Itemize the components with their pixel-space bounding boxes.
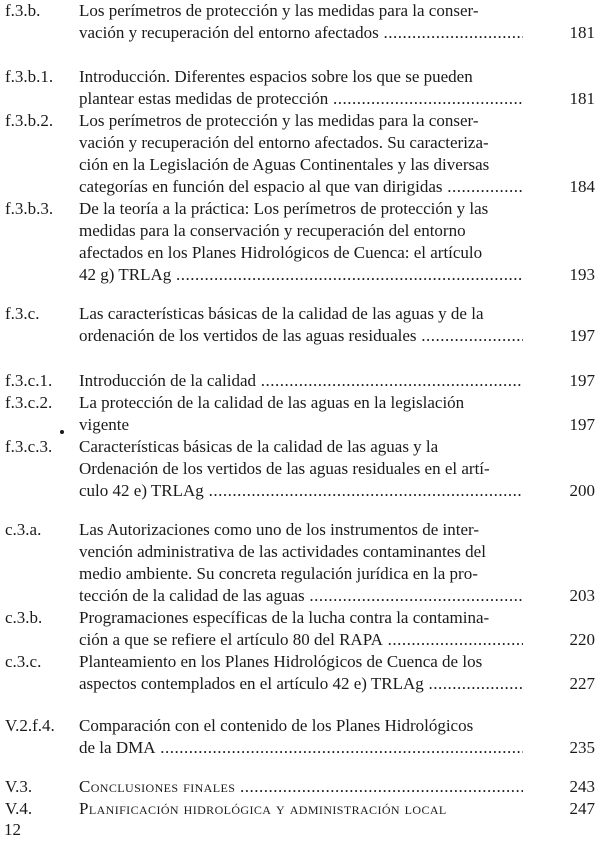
- toc-entry-title: [79, 370, 523, 392]
- toc-entry-page: 197: [569, 371, 595, 390]
- toc-entry-number: f.3.c.1.: [5, 371, 53, 390]
- toc-entry-number: V.4.: [5, 799, 33, 818]
- toc-entry-number: c.3.a.: [5, 520, 42, 539]
- stray-mark: [60, 430, 64, 434]
- toc-entry-page: 203: [569, 586, 595, 605]
- toc-entry-number: f.3.b.: [5, 1, 41, 20]
- toc-entry-line: Comparación con el contenido de los Planes Hidrológicos: [79, 716, 474, 735]
- toc-entry-title: [79, 66, 523, 110]
- toc-entry-page: 184: [569, 177, 595, 196]
- toc-entry-line: culo 42 e) TRLAg .....: [79, 480, 523, 502]
- toc-entry-title: [79, 110, 523, 198]
- toc-entry-title: [79, 519, 523, 607]
- page-number: 12: [4, 820, 21, 839]
- toc-entry-line: 42 g) TRLAg .....: [79, 264, 523, 286]
- toc-entry-number: V.2.f.4.: [5, 716, 55, 735]
- toc-entry-line: Introducción de la calidad .....: [79, 370, 523, 392]
- toc-entry-title: [79, 392, 523, 436]
- toc-entry-line: afectados en los Planes Hidrológicos de Cuenca: el artículo: [79, 243, 483, 262]
- toc-entry-title: [79, 798, 523, 820]
- toc-entry-line: plantear estas medidas de protección .....: [79, 88, 523, 110]
- toc-entry-title: [79, 607, 523, 651]
- toc-entry-line: Las Autorizaciones como uno de los instrumentos de inter-: [79, 520, 480, 539]
- toc-entry-line: Los perímetros de protección y las medidas para la conser-: [79, 111, 479, 130]
- toc-entry-title: [79, 198, 523, 286]
- toc-entry-page: 247: [569, 799, 595, 818]
- toc-entry-page: 235: [569, 738, 595, 757]
- toc-entry-line: aspectos contemplados en el artículo 42 e) TRLAg .....: [79, 673, 523, 695]
- toc-entry-line: Programaciones específicas de la lucha contra la contamina-: [79, 608, 490, 627]
- toc-entry-line: Las características básicas de la calidad de las aguas y de la: [79, 304, 484, 323]
- toc-entry-title: [79, 776, 523, 798]
- toc-entry-page: 197: [569, 326, 595, 345]
- toc-entry-number: f.3.b.2.: [5, 111, 54, 130]
- toc-entry-line: vención administrativa de las actividades contaminantes del: [79, 542, 486, 561]
- toc-entry-line: Introducción. Diferentes espacios sobre los que se pueden: [79, 67, 473, 86]
- toc-entry-line: Características básicas de la calidad de las aguas y la: [79, 437, 439, 456]
- toc-entry-title: [79, 436, 523, 502]
- toc-entry-title: [79, 715, 523, 759]
- toc-entry-title: [79, 651, 523, 695]
- toc-entry-page: 227: [569, 674, 595, 693]
- toc-entry-page: 181: [569, 89, 595, 108]
- toc-entry-line: categorías en función del espacio al que van dirigidas .....: [79, 176, 523, 198]
- toc-entry-number: f.3.c.: [5, 304, 40, 323]
- toc-entry-number: f.3.b.3.: [5, 199, 54, 218]
- toc-entry-line: tección de la calidad de las aguas .....: [79, 585, 523, 607]
- toc-entry-page: 243: [569, 777, 595, 796]
- toc-entry-line: ción en la Legislación de Aguas Continentales y las diversas: [79, 155, 490, 174]
- toc-entry-line: Ordenación de los vertidos de las aguas residuales en el artí-: [79, 459, 490, 478]
- toc-entry-title: [79, 303, 523, 347]
- toc-entry-page: 193: [569, 265, 595, 284]
- toc-entry-line: La protección de la calidad de las aguas en la legislación: [79, 393, 465, 412]
- toc-entry-line: Planteamiento en los Planes Hidrológicos de Cuenca de los: [79, 652, 483, 671]
- toc-entry-number: f.3.b.1.: [5, 67, 54, 86]
- toc-entry-line: ordenación de los vertidos de las aguas residuales .....: [79, 325, 523, 347]
- toc-entry-line: medio ambiente. Su concreta regulación jurídica en la pro-: [79, 564, 478, 583]
- toc-entry-line: De la teoría a la práctica: Los perímetros de protección y las: [79, 199, 489, 218]
- toc-entry-number: V.3.: [5, 777, 33, 796]
- toc-entry-line: vigente: [79, 415, 130, 434]
- toc-entry-page: 181: [569, 23, 595, 42]
- toc-entry-line: de la DMA .....: [79, 737, 523, 759]
- toc-entry-line: Los perímetros de protección y las medidas para la conser-: [79, 1, 479, 20]
- toc-entry-page: 197: [569, 415, 595, 434]
- toc-entry-line: vación y recuperación del entorno afectados .....: [79, 22, 523, 44]
- toc-entry-line: Planificación hidrológica y administración local: [79, 799, 447, 818]
- toc-entry-line: Conclusiones finales .....: [79, 776, 523, 798]
- toc-entry-line: vación y recuperación del entorno afectados. Su caracteriza-: [79, 133, 489, 152]
- toc-entry-line: ción a que se refiere el artículo 80 del RAPA .....: [79, 629, 523, 651]
- toc-entry-number: c.3.c.: [5, 652, 42, 671]
- toc-entry-page: 200: [569, 481, 595, 500]
- toc-entry-number: c.3.b.: [5, 608, 43, 627]
- toc-entry-number: f.3.c.2.: [5, 393, 53, 412]
- toc-entry-title: [79, 0, 523, 44]
- toc-entry-page: 220: [569, 630, 595, 649]
- toc-entry-number: f.3.c.3.: [5, 437, 53, 456]
- toc-entry-line: medidas para la conservación y recuperación del entorno: [79, 221, 466, 240]
